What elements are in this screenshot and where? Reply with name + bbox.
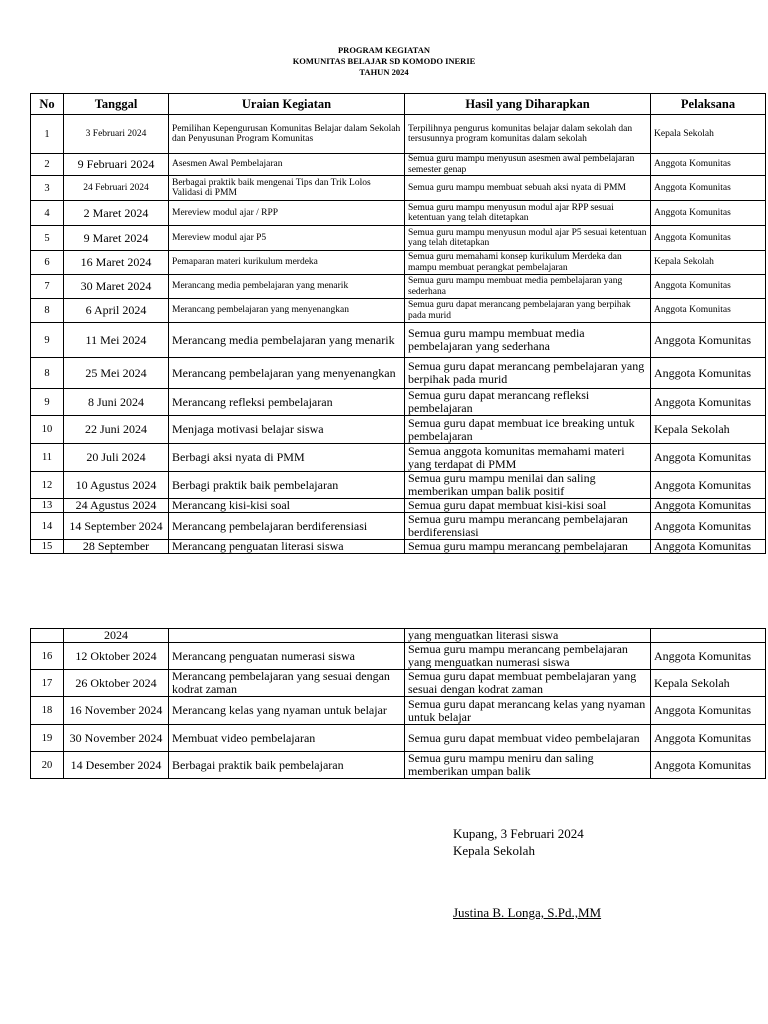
row-date: 20 Juli 2024 [64, 444, 169, 472]
row-executor: Anggota Komunitas [651, 358, 766, 389]
row-activity: Berbagai praktik baik mengenai Tips dan Trik Lolos Validasi di PMM [169, 176, 405, 201]
row-activity: Mereview modul ajar / RPP [169, 201, 405, 226]
row-number: 9 [31, 389, 64, 416]
row-result: Semua guru mampu menyusun modul ajar P5 sesuai ketentuan yang telah ditetapkan [405, 226, 651, 251]
title-line: PROGRAM KEGIATAN [337, 45, 430, 55]
table-row [31, 226, 766, 251]
row-result: Semua guru mampu menyusun asesmen awal pembelajaran semester genap [405, 154, 651, 176]
row-number: 2 [31, 154, 64, 176]
row-activity: Merancang pembelajaran yang sesuai dengan kodrat zaman [169, 670, 405, 697]
row-activity: Asesmen Awal Pembelajaran [169, 154, 405, 176]
row-executor: Anggota Komunitas [651, 201, 766, 226]
row-number: 9 [31, 323, 64, 358]
table-row [31, 540, 766, 554]
row-activity: Pemaparan materi kurikulum merdeka [169, 251, 405, 275]
row-executor: Kepala Sekolah [651, 251, 766, 275]
table-row [31, 725, 766, 752]
row-number: 7 [31, 275, 64, 299]
row-number: 3 [31, 176, 64, 201]
table-row [31, 752, 766, 779]
table-row [31, 472, 766, 499]
row-result: Semua guru mampu merancang pembelajaran [405, 540, 651, 554]
row-number: 15 [31, 540, 64, 554]
row-executor: Kepala Sekolah [651, 416, 766, 444]
row-number: 12 [31, 472, 64, 499]
table-row [31, 154, 766, 176]
row-date: 28 September [64, 540, 169, 554]
row-activity: Mereview modul ajar P5 [169, 226, 405, 251]
table-row [31, 299, 766, 323]
row-result: Semua guru mampu membuat media pembelajaran yang sederhana [405, 323, 651, 358]
row-executor: Anggota Komunitas [651, 275, 766, 299]
row-number [31, 629, 64, 643]
row-date: 3 Februari 2024 [64, 115, 169, 154]
row-executor: Anggota Komunitas [651, 643, 766, 670]
row-date: 2 Maret 2024 [64, 201, 169, 226]
row-result: Semua guru mampu membuat media pembelajaran yang sederhana [405, 275, 651, 299]
row-result: Semua guru dapat merancang pembelajaran yang berpihak pada murid [405, 358, 651, 389]
signature-place-date: Kupang, 3 Februari 2024 [453, 826, 584, 841]
row-date: 24 Agustus 2024 [64, 499, 169, 513]
row-result: Semua guru dapat membuat pembelajaran yang sesuai dengan kodrat zaman [405, 670, 651, 697]
row-result: Semua guru mampu merancang pembelajaran yang menguatkan numerasi siswa [405, 643, 651, 670]
row-activity: Merancang pembelajaran yang menyenangkan [169, 299, 405, 323]
row-date: 2024 [64, 629, 169, 643]
row-activity: Merancang penguatan numerasi siswa [169, 643, 405, 670]
row-date: 10 Agustus 2024 [64, 472, 169, 499]
row-executor: Anggota Komunitas [651, 540, 766, 554]
row-activity: Membuat video pembelajaran [169, 725, 405, 752]
row-date: 30 November 2024 [64, 725, 169, 752]
table-row [31, 416, 766, 444]
table-row [31, 670, 766, 697]
table-row [31, 115, 766, 154]
row-result: Semua guru memahami konsep kurikulum Merdeka dan mampu membuat perangkat pembelajaran [405, 251, 651, 275]
row-executor: Anggota Komunitas [651, 226, 766, 251]
row-date: 6 April 2024 [64, 299, 169, 323]
row-executor: Anggota Komunitas [651, 176, 766, 201]
schedule-table-continued [30, 628, 766, 779]
row-executor: Kepala Sekolah [651, 115, 766, 154]
row-date: 25 Mei 2024 [64, 358, 169, 389]
row-executor: Anggota Komunitas [651, 444, 766, 472]
schedule-table [30, 93, 766, 554]
row-result: Semua guru mampu meniru dan saling memberikan umpan balik [405, 752, 651, 779]
row-activity: Merancang media pembelajaran yang menarik [169, 323, 405, 358]
table-row [31, 176, 766, 201]
row-result: Semua guru dapat merancang kelas yang nyaman untuk belajar [405, 697, 651, 725]
table-row [31, 201, 766, 226]
row-number: 1 [31, 115, 64, 154]
row-number: 19 [31, 725, 64, 752]
table-row [31, 444, 766, 472]
row-number: 4 [31, 201, 64, 226]
header-executor: Pelaksana [651, 94, 766, 115]
row-number: 13 [31, 499, 64, 513]
row-date: 16 Maret 2024 [64, 251, 169, 275]
row-executor: Anggota Komunitas [651, 752, 766, 779]
row-executor: Anggota Komunitas [651, 513, 766, 540]
row-date: 14 Desember 2024 [64, 752, 169, 779]
table-row [31, 643, 766, 670]
signature-name: Justina B. Longa, S.Pd.,MM [453, 905, 602, 920]
row-executor: Anggota Komunitas [651, 299, 766, 323]
row-activity: Merancang pembelajaran yang menyenangkan [169, 358, 405, 389]
row-executor: Anggota Komunitas [651, 725, 766, 752]
row-result: Semua guru mampu menilai dan saling memberikan umpan balik positif [405, 472, 651, 499]
row-date: 12 Oktober 2024 [64, 643, 169, 670]
row-activity: Merancang kelas yang nyaman untuk belajar [169, 697, 405, 725]
row-result: Semua guru mampu membuat sebuah aksi nyata di PMM [405, 176, 651, 201]
table-row [31, 513, 766, 540]
row-executor [651, 629, 766, 643]
table-row [31, 358, 766, 389]
header-date: Tanggal [64, 94, 169, 115]
header-no: No [31, 94, 64, 115]
row-result: Semua guru mampu menyusun modul ajar RPP sesuai ketentuan yang telah ditetapkan [405, 201, 651, 226]
row-date: 9 Maret 2024 [64, 226, 169, 251]
row-number: 14 [31, 513, 64, 540]
row-activity: Berbagi praktik baik pembelajaran [169, 472, 405, 499]
row-date: 26 Oktober 2024 [64, 670, 169, 697]
row-activity: Merancang pembelajaran berdiferensiasi [169, 513, 405, 540]
row-result: Semua guru mampu merancang pembelajaran berdiferensiasi [405, 513, 651, 540]
row-activity: Pemilihan Kepengurusan Komunitas Belajar dalam Sekolah dan Penyusunan Program Komunitas [169, 115, 405, 154]
table-row [31, 389, 766, 416]
row-date: 24 Februari 2024 [64, 176, 169, 201]
row-number: 11 [31, 444, 64, 472]
row-executor: Anggota Komunitas [651, 499, 766, 513]
row-result: Semua guru dapat merancang pembelajaran yang berpihak pada murid [405, 299, 651, 323]
row-executor: Anggota Komunitas [651, 389, 766, 416]
table-row [31, 251, 766, 275]
row-number: 8 [31, 358, 64, 389]
row-number: 5 [31, 226, 64, 251]
table-row [31, 323, 766, 358]
row-activity: Merancang kisi-kisi soal [169, 499, 405, 513]
table-row [31, 275, 766, 299]
row-date: 30 Maret 2024 [64, 275, 169, 299]
row-result: Semua guru dapat membuat kisi-kisi soal [405, 499, 651, 513]
header-result: Hasil yang Diharapkan [405, 94, 651, 115]
row-number: 10 [31, 416, 64, 444]
signature-role: Kepala Sekolah [453, 843, 535, 858]
row-result: Semua guru dapat membuat ice breaking untuk pembelajaran [405, 416, 651, 444]
row-result: Semua guru dapat merancang refleksi pembelajaran [405, 389, 651, 416]
document-title [0, 45, 768, 78]
row-date: 9 Februari 2024 [64, 154, 169, 176]
table-header-row [31, 94, 766, 115]
row-result: Semua anggota komunitas memahami materi yang terdapat di PMM [405, 444, 651, 472]
row-date: 11 Mei 2024 [64, 323, 169, 358]
row-activity: Menjaga motivasi belajar siswa [169, 416, 405, 444]
row-date: 14 September 2024 [64, 513, 169, 540]
row-activity: Merancang media pembelajaran yang menarik [169, 275, 405, 299]
row-executor: Kepala Sekolah [651, 670, 766, 697]
row-number: 20 [31, 752, 64, 779]
row-result: Terpilihnya pengurus komunitas belajar dalam sekolah dan tersusunnya program komunitas dalam sekolah [405, 115, 651, 154]
row-number: 18 [31, 697, 64, 725]
row-number: 16 [31, 643, 64, 670]
row-number: 8 [31, 299, 64, 323]
row-date: 8 Juni 2024 [64, 389, 169, 416]
row-number: 17 [31, 670, 64, 697]
row-executor: Anggota Komunitas [651, 472, 766, 499]
row-activity: Merancang penguatan literasi siswa [169, 540, 405, 554]
table-row [31, 499, 766, 513]
table-row [31, 697, 766, 725]
row-result: Semua guru dapat membuat video pembelajaran [405, 725, 651, 752]
row-executor: Anggota Komunitas [651, 697, 766, 725]
row-date: 16 November 2024 [64, 697, 169, 725]
title-line: KOMUNITAS BELAJAR SD KOMODO INERIE [292, 56, 476, 66]
row-activity: Merancang refleksi pembelajaran [169, 389, 405, 416]
row-activity [169, 629, 405, 643]
row-date: 22 Juni 2024 [64, 416, 169, 444]
header-activity: Uraian Kegiatan [169, 94, 405, 115]
row-activity: Berbagai praktik baik pembelajaran [169, 752, 405, 779]
title-line: TAHUN 2024 [359, 67, 409, 77]
row-result: yang menguatkan literasi siswa [405, 629, 651, 643]
row-executor: Anggota Komunitas [651, 154, 766, 176]
row-activity: Berbagi aksi nyata di PMM [169, 444, 405, 472]
row-executor: Anggota Komunitas [651, 323, 766, 358]
table-row [31, 629, 766, 643]
row-number: 6 [31, 251, 64, 275]
